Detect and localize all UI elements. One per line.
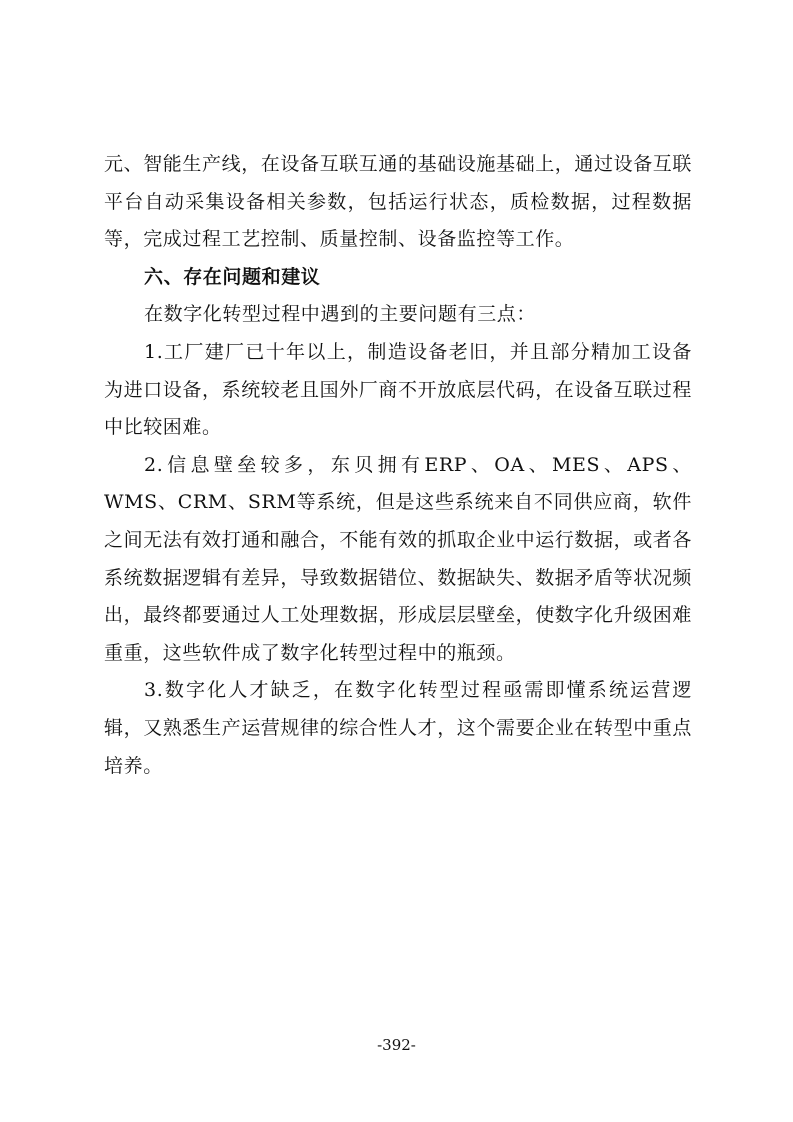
page-number: -392- (377, 1036, 416, 1054)
section-heading-problems-and-suggestions: 六、存在问题和建议 (144, 265, 321, 288)
paragraph-problem-1: 1.工厂建厂已十年以上，制造设备老旧，并且部分精加工设备为进口设备，系统较老且国外厂商不开放底层代码，在设备互联过程中比较困难。 (104, 340, 693, 439)
paragraph-problem-3: 3.数字化人才缺乏，在数字化转型过程亟需即懂系统运营逻辑，又熟悉生产运营规律的综合性人才，这个需要企业在转型中重点培养。 (104, 679, 693, 777)
document-body (104, 146, 692, 785)
paragraph-problem-2: 2.信息壁垒较多，东贝拥有ERP、OA、MES、APS、WMS、CRM、SRM等系统，但是这些系统来自不同供应商，软件之间无法有效打通和融合，不能有效的抓取企业中运行数据，或者各系统数据逻辑有差异，导致数据错位、数据缺失、数据矛盾等状况频出，最终都要通过人工处理数据，形成层层壁垒，使数字化升级困难重重，这些软件成了数字化转型过程中的瓶颈。 (104, 453, 693, 664)
paragraph-intelligent-production-line: 元、智能生产线，在设备互联互通的基础设施基础上，通过设备互联平台自动采集设备相关参数，包括运行状态，质检数据，过程数据等，完成过程工艺控制、质量控制、设备监控等工作。 (104, 153, 693, 251)
paragraph-main-problems-intro: 在数字化转型过程中遇到的主要问题有三点： (144, 303, 537, 326)
